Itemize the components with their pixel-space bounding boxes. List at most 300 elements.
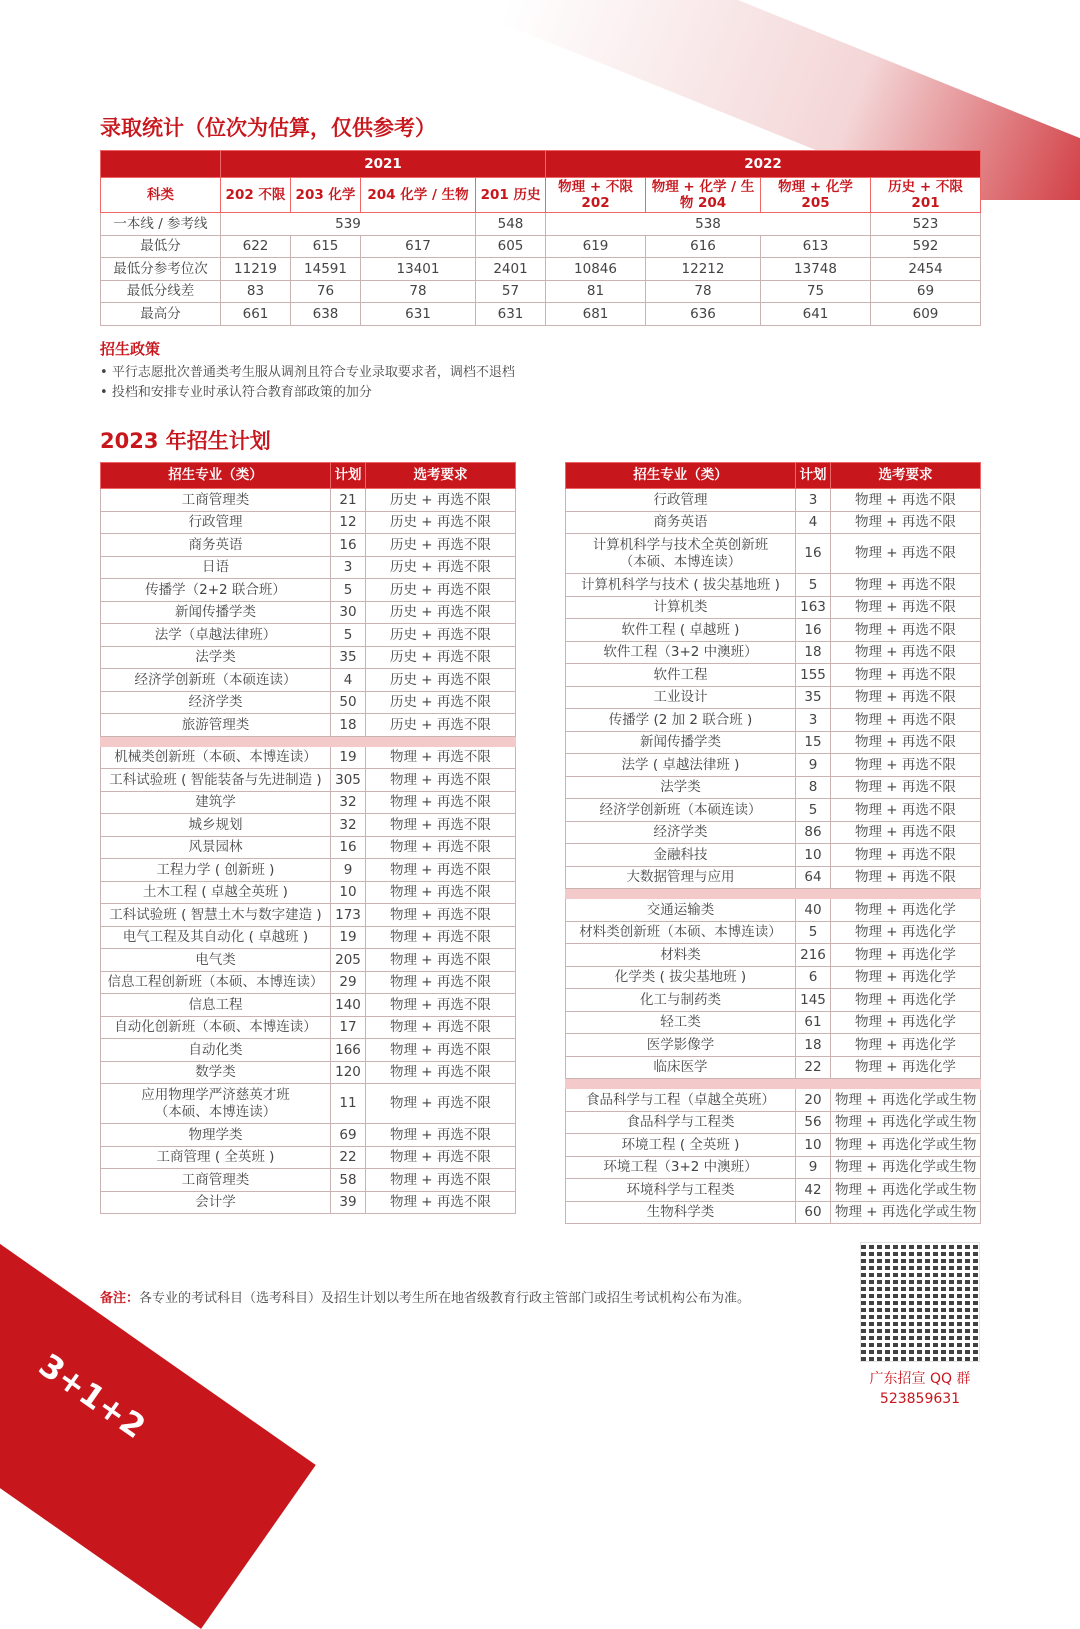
requirement-cell: 物理 + 再选不限 xyxy=(831,619,981,642)
cell: 617 xyxy=(361,235,476,258)
quota-cell: 4 xyxy=(331,669,366,692)
column-header: 201 历史 xyxy=(476,178,546,213)
quota-cell: 205 xyxy=(331,949,366,972)
corner-label: 3+1+2 xyxy=(31,1345,153,1447)
row-label: 一本线 / 参考线 xyxy=(101,213,221,236)
quota-cell: 140 xyxy=(331,994,366,1017)
requirement-cell: 历史 + 再选不限 xyxy=(366,489,516,512)
requirement-cell: 物理 + 再选不限 xyxy=(366,881,516,904)
quota-cell: 10 xyxy=(796,1134,831,1157)
table-row xyxy=(566,1201,981,1224)
column-header: 选考要求 xyxy=(831,463,981,489)
cell: 641 xyxy=(761,303,871,326)
requirement-cell: 物理 + 再选不限 xyxy=(366,769,516,792)
table-row xyxy=(566,1089,981,1112)
major-cell: 日语 xyxy=(101,556,331,579)
quota-cell: 120 xyxy=(331,1061,366,1084)
quota-cell: 16 xyxy=(796,534,831,574)
requirement-cell: 物理 + 再选化学或生物 xyxy=(831,1156,981,1179)
cell: 681 xyxy=(546,303,646,326)
major-cell: 自动化类 xyxy=(101,1039,331,1062)
column-header: 招生专业（类） xyxy=(566,463,796,489)
column-header: 物理 + 化学 205 xyxy=(761,178,871,213)
quota-cell: 40 xyxy=(796,899,831,922)
quota-cell: 50 xyxy=(331,691,366,714)
policy-text: 平行志愿批次普通类考生服从调剂且符合专业录取要求者，调档不退档 xyxy=(111,365,515,380)
major-cell: 法学（卓越法律班） xyxy=(101,624,331,647)
major-cell: 计算机科学与技术 ( 拔尖基地班 ) xyxy=(566,574,796,597)
row-label: 最低分线差 xyxy=(101,280,221,303)
admission-stats-table xyxy=(100,150,981,326)
requirement-cell: 物理 + 再选化学 xyxy=(831,966,981,989)
table-row xyxy=(566,899,981,922)
footnote xyxy=(100,1287,750,1306)
separator-cell xyxy=(566,889,981,899)
major-cell: 旅游管理类 xyxy=(101,714,331,737)
table-row xyxy=(101,971,516,994)
quota-cell: 61 xyxy=(796,1011,831,1034)
requirement-cell: 物理 + 再选不限 xyxy=(831,754,981,777)
requirement-cell: 历史 + 再选不限 xyxy=(366,714,516,737)
table-row xyxy=(566,574,981,597)
major-cell: 风景园林 xyxy=(101,836,331,859)
requirement-cell: 物理 + 再选不限 xyxy=(831,641,981,664)
requirement-cell: 历史 + 再选不限 xyxy=(366,601,516,624)
requirement-cell: 物理 + 再选不限 xyxy=(831,664,981,687)
requirement-cell: 物理 + 再选不限 xyxy=(366,1124,516,1147)
table-row xyxy=(101,836,516,859)
cell: 76 xyxy=(291,280,361,303)
major-cell: 软件工程 ( 卓越班 ) xyxy=(566,619,796,642)
row-header: 科类 xyxy=(101,178,221,213)
quota-cell: 15 xyxy=(796,731,831,754)
quota-cell: 64 xyxy=(796,866,831,889)
table-row xyxy=(566,731,981,754)
major-cell: 轻工类 xyxy=(566,1011,796,1034)
quota-cell: 305 xyxy=(331,769,366,792)
column-header: 历史 + 不限 201 xyxy=(871,178,981,213)
requirement-cell: 物理 + 再选不限 xyxy=(831,776,981,799)
quota-cell: 19 xyxy=(331,926,366,949)
note-label: 备注： xyxy=(100,1291,140,1306)
table-row xyxy=(566,821,981,844)
column-header: 物理 + 不限 202 xyxy=(546,178,646,213)
major-cell: 商务英语 xyxy=(101,534,331,557)
table-row xyxy=(566,1134,981,1157)
quota-cell: 32 xyxy=(331,814,366,837)
table-row xyxy=(566,921,981,944)
requirement-cell: 历史 + 再选不限 xyxy=(366,646,516,669)
cell: 638 xyxy=(291,303,361,326)
table-row xyxy=(566,619,981,642)
quota-cell: 35 xyxy=(796,686,831,709)
quota-cell: 9 xyxy=(796,754,831,777)
quota-cell: 56 xyxy=(796,1111,831,1134)
requirement-cell: 物理 + 再选不限 xyxy=(366,994,516,1017)
year-header: 2021 xyxy=(221,151,546,178)
cell: 548 xyxy=(476,213,546,236)
table-row xyxy=(101,859,516,882)
major-cell: 信息工程创新班（本硕、本博连读） xyxy=(101,971,331,994)
table-row xyxy=(101,1191,516,1214)
quota-cell: 9 xyxy=(796,1156,831,1179)
requirement-cell: 物理 + 再选化学 xyxy=(831,1011,981,1034)
major-cell: 物理学类 xyxy=(101,1124,331,1147)
table-row xyxy=(101,746,516,769)
quota-cell: 8 xyxy=(796,776,831,799)
column-header: 招生专业（类） xyxy=(101,463,331,489)
requirement-cell: 物理 + 再选不限 xyxy=(366,949,516,972)
stats-row xyxy=(101,280,981,303)
quota-cell: 12 xyxy=(331,511,366,534)
cell: 631 xyxy=(476,303,546,326)
quota-cell: 10 xyxy=(796,844,831,867)
table-row xyxy=(566,534,981,574)
quota-cell: 16 xyxy=(331,836,366,859)
cell: 78 xyxy=(361,280,476,303)
requirement-cell: 物理 + 再选不限 xyxy=(366,1039,516,1062)
requirement-cell: 物理 + 再选不限 xyxy=(366,1016,516,1039)
table-row xyxy=(101,601,516,624)
requirement-cell: 物理 + 再选不限 xyxy=(831,686,981,709)
qr-caption: 广东招宣 QQ 群 xyxy=(869,1371,971,1387)
major-cell: 数学类 xyxy=(101,1061,331,1084)
requirement-cell: 物理 + 再选化学或生物 xyxy=(831,1134,981,1157)
plan-header-row xyxy=(566,463,981,489)
row-label: 最低分 xyxy=(101,235,221,258)
cell: 605 xyxy=(476,235,546,258)
major-cell: 化学类 ( 拔尖基地班 ) xyxy=(566,966,796,989)
requirement-cell: 物理 + 再选不限 xyxy=(366,836,516,859)
major-cell: 新闻传播学类 xyxy=(101,601,331,624)
table-row xyxy=(101,1061,516,1084)
table-row xyxy=(566,1056,981,1079)
policy-text: 投档和安排专业时承认符合教育部政策的加分 xyxy=(111,385,372,400)
requirement-cell: 物理 + 再选化学或生物 xyxy=(831,1111,981,1134)
plan-header-row xyxy=(101,463,516,489)
table-row xyxy=(101,624,516,647)
stats-title: 录取统计（位次为估算，仅供参考） xyxy=(100,116,436,140)
table-row xyxy=(566,944,981,967)
quota-cell: 3 xyxy=(796,489,831,512)
major-cell: 工科试验班 ( 智能装备与先进制造 ) xyxy=(101,769,331,792)
major-cell: 材料类创新班（本硕、本博连读） xyxy=(566,921,796,944)
cell: 538 xyxy=(546,213,871,236)
cell: 523 xyxy=(871,213,981,236)
separator-cell xyxy=(101,736,516,746)
major-cell: 新闻传播学类 xyxy=(566,731,796,754)
quota-cell: 20 xyxy=(796,1089,831,1112)
requirement-cell: 物理 + 再选不限 xyxy=(366,904,516,927)
requirement-cell: 物理 + 再选化学 xyxy=(831,1034,981,1057)
cell: 615 xyxy=(291,235,361,258)
quota-cell: 60 xyxy=(796,1201,831,1224)
cell: 13748 xyxy=(761,258,871,281)
major-cell: 软件工程 xyxy=(566,664,796,687)
cell: 616 xyxy=(646,235,761,258)
quota-cell: 29 xyxy=(331,971,366,994)
requirement-cell: 物理 + 再选不限 xyxy=(366,1169,516,1192)
requirement-cell: 物理 + 再选不限 xyxy=(366,1191,516,1214)
requirement-cell: 物理 + 再选不限 xyxy=(831,866,981,889)
column-header: 物理 + 化学 / 生物 204 xyxy=(646,178,761,213)
quota-cell: 5 xyxy=(796,574,831,597)
requirement-cell: 物理 + 再选不限 xyxy=(831,731,981,754)
quota-cell: 35 xyxy=(331,646,366,669)
quota-cell: 18 xyxy=(796,1034,831,1057)
table-row xyxy=(566,596,981,619)
table-row xyxy=(101,1084,516,1124)
quota-cell: 18 xyxy=(331,714,366,737)
requirement-cell: 物理 + 再选不限 xyxy=(831,821,981,844)
major-cell: 生物科学类 xyxy=(566,1201,796,1224)
year-spacer xyxy=(101,151,221,178)
requirement-cell: 物理 + 再选不限 xyxy=(366,1146,516,1169)
cell: 57 xyxy=(476,280,546,303)
cell: 75 xyxy=(761,280,871,303)
major-cell: 交通运输类 xyxy=(566,899,796,922)
quota-cell: 30 xyxy=(331,601,366,624)
requirement-cell: 物理 + 再选化学或生物 xyxy=(831,1179,981,1202)
major-cell: 经济学创新班（本硕连读） xyxy=(101,669,331,692)
major-cell: 工商管理 ( 全英班 ) xyxy=(101,1146,331,1169)
requirement-cell: 物理 + 再选化学或生物 xyxy=(831,1089,981,1112)
requirement-cell: 物理 + 再选不限 xyxy=(831,799,981,822)
requirement-cell: 历史 + 再选不限 xyxy=(366,624,516,647)
table-row xyxy=(566,1034,981,1057)
table-row xyxy=(566,1179,981,1202)
major-cell: 计算机科学与技术全英创新班 （本硕、本博连读） xyxy=(566,534,796,574)
quota-cell: 5 xyxy=(331,579,366,602)
table-row xyxy=(566,844,981,867)
major-cell: 传播学（2+2 联合班） xyxy=(101,579,331,602)
plan-title: 2023 年招生计划 xyxy=(100,429,271,453)
major-cell: 大数据管理与应用 xyxy=(566,866,796,889)
requirement-cell: 历史 + 再选不限 xyxy=(366,534,516,557)
quota-cell: 173 xyxy=(331,904,366,927)
group-separator xyxy=(101,736,516,746)
requirement-cell: 历史 + 再选不限 xyxy=(366,556,516,579)
row-label: 最低分参考位次 xyxy=(101,258,221,281)
table-row xyxy=(566,866,981,889)
requirement-cell: 物理 + 再选化学 xyxy=(831,921,981,944)
quota-cell: 5 xyxy=(796,799,831,822)
table-row xyxy=(101,1039,516,1062)
quota-cell: 4 xyxy=(796,511,831,534)
table-row xyxy=(101,511,516,534)
stats-row xyxy=(101,303,981,326)
table-row xyxy=(566,1011,981,1034)
major-cell: 计算机类 xyxy=(566,596,796,619)
separator-cell xyxy=(566,1079,981,1089)
quota-cell: 58 xyxy=(331,1169,366,1192)
table-row xyxy=(566,966,981,989)
table-row xyxy=(566,664,981,687)
requirement-cell: 物理 + 再选不限 xyxy=(366,1084,516,1124)
table-row xyxy=(101,1169,516,1192)
cell: 12212 xyxy=(646,258,761,281)
major-cell: 工科试验班 ( 智慧土木与数字建造 ) xyxy=(101,904,331,927)
requirement-cell: 物理 + 再选化学 xyxy=(831,944,981,967)
requirement-cell: 历史 + 再选不限 xyxy=(366,691,516,714)
major-cell: 经济学类 xyxy=(101,691,331,714)
group-separator xyxy=(566,1079,981,1089)
major-cell: 电气工程及其自动化 ( 卓越班 ) xyxy=(101,926,331,949)
requirement-cell: 物理 + 再选不限 xyxy=(366,1061,516,1084)
column-header: 202 不限 xyxy=(221,178,291,213)
major-cell: 医学影像学 xyxy=(566,1034,796,1057)
quota-cell: 155 xyxy=(796,664,831,687)
plan-table-left xyxy=(100,462,516,1214)
year-header: 2022 xyxy=(546,151,981,178)
table-row xyxy=(101,556,516,579)
quota-cell: 39 xyxy=(331,1191,366,1214)
quota-cell: 10 xyxy=(331,881,366,904)
requirement-cell: 物理 + 再选化学 xyxy=(831,989,981,1012)
table-row xyxy=(101,579,516,602)
major-cell: 工商管理类 xyxy=(101,1169,331,1192)
table-row xyxy=(101,904,516,927)
major-cell: 自动化创新班（本硕、本博连读） xyxy=(101,1016,331,1039)
major-cell: 行政管理 xyxy=(101,511,331,534)
requirement-cell: 物理 + 再选不限 xyxy=(366,926,516,949)
major-cell: 会计学 xyxy=(101,1191,331,1214)
policy-title: 招生政策 xyxy=(100,340,161,358)
table-row xyxy=(101,814,516,837)
major-cell: 法学类 xyxy=(101,646,331,669)
plan-table-right xyxy=(565,462,981,1224)
quota-cell: 3 xyxy=(331,556,366,579)
cell: 661 xyxy=(221,303,291,326)
major-cell: 临床医学 xyxy=(566,1056,796,1079)
province-label: 广东省 xyxy=(927,31,1042,120)
requirement-cell: 物理 + 再选不限 xyxy=(831,489,981,512)
cell: 636 xyxy=(646,303,761,326)
major-cell: 土木工程 ( 卓越全英班 ) xyxy=(101,881,331,904)
quota-cell: 216 xyxy=(796,944,831,967)
table-row xyxy=(566,511,981,534)
policy-item: • 投档和安排专业时承认符合教育部政策的加分 xyxy=(100,385,372,400)
table-row xyxy=(101,714,516,737)
qr-number: 523859631 xyxy=(879,1391,961,1407)
quota-cell: 16 xyxy=(331,534,366,557)
row-label: 最高分 xyxy=(101,303,221,326)
table-row xyxy=(101,1016,516,1039)
table-row xyxy=(101,1146,516,1169)
requirement-cell: 物理 + 再选化学 xyxy=(831,1056,981,1079)
quota-cell: 5 xyxy=(796,921,831,944)
cell: 13401 xyxy=(361,258,476,281)
stats-row xyxy=(101,258,981,281)
qr-code xyxy=(860,1242,980,1362)
table-row xyxy=(101,791,516,814)
major-cell: 信息工程 xyxy=(101,994,331,1017)
major-cell: 应用物理学严济慈英才班 （本硕、本博连读） xyxy=(101,1084,331,1124)
policy-section xyxy=(100,338,515,403)
quota-cell: 6 xyxy=(796,966,831,989)
major-cell: 法学类 xyxy=(566,776,796,799)
table-row xyxy=(566,754,981,777)
requirement-cell: 物理 + 再选不限 xyxy=(831,534,981,574)
column-header: 204 化学 / 生物 xyxy=(361,178,476,213)
quota-cell: 11 xyxy=(331,1084,366,1124)
quota-cell: 19 xyxy=(331,746,366,769)
table-row xyxy=(566,686,981,709)
table-row xyxy=(566,989,981,1012)
cell: 622 xyxy=(221,235,291,258)
table-row xyxy=(566,641,981,664)
major-cell: 金融科技 xyxy=(566,844,796,867)
major-cell: 化工与制药类 xyxy=(566,989,796,1012)
requirement-cell: 历史 + 再选不限 xyxy=(366,511,516,534)
table-row xyxy=(566,709,981,732)
table-row xyxy=(101,489,516,512)
major-cell: 环境科学与工程类 xyxy=(566,1179,796,1202)
table-row xyxy=(566,1156,981,1179)
major-cell: 软件工程（3+2 中澳班） xyxy=(566,641,796,664)
major-cell: 经济学创新班（本硕连读） xyxy=(566,799,796,822)
table-row xyxy=(101,881,516,904)
column-header: 计划 xyxy=(331,463,366,489)
cell: 81 xyxy=(546,280,646,303)
table-row xyxy=(566,489,981,512)
table-row xyxy=(101,646,516,669)
cell: 539 xyxy=(221,213,476,236)
group-separator xyxy=(566,889,981,899)
column-header: 203 化学 xyxy=(291,178,361,213)
table-row xyxy=(101,769,516,792)
major-cell: 环境工程 ( 全英班 ) xyxy=(566,1134,796,1157)
cell: 592 xyxy=(871,235,981,258)
cell: 11219 xyxy=(221,258,291,281)
table-row xyxy=(101,949,516,972)
major-cell: 经济学类 xyxy=(566,821,796,844)
requirement-cell: 物理 + 再选不限 xyxy=(831,511,981,534)
cell: 69 xyxy=(871,280,981,303)
cell: 2454 xyxy=(871,258,981,281)
requirement-cell: 历史 + 再选不限 xyxy=(366,579,516,602)
quota-cell: 42 xyxy=(796,1179,831,1202)
stats-row xyxy=(101,235,981,258)
policy-item: • 平行志愿批次普通类考生服从调剂且符合专业录取要求者，调档不退档 xyxy=(100,365,515,380)
table-row xyxy=(101,994,516,1017)
quota-cell: 16 xyxy=(796,619,831,642)
quota-cell: 5 xyxy=(331,624,366,647)
cell: 2401 xyxy=(476,258,546,281)
table-row xyxy=(101,926,516,949)
requirement-cell: 物理 + 再选不限 xyxy=(831,574,981,597)
major-cell: 传播学 (2 加 2 联合班 ) xyxy=(566,709,796,732)
table-row xyxy=(101,1124,516,1147)
cell: 631 xyxy=(361,303,476,326)
major-cell: 食品科学与工程类 xyxy=(566,1111,796,1134)
quota-cell: 166 xyxy=(331,1039,366,1062)
quota-cell: 163 xyxy=(796,596,831,619)
requirement-cell: 物理 + 再选化学或生物 xyxy=(831,1201,981,1224)
requirement-cell: 物理 + 再选不限 xyxy=(831,709,981,732)
major-cell: 工商管理类 xyxy=(101,489,331,512)
major-cell: 城乡规划 xyxy=(101,814,331,837)
cell: 10846 xyxy=(546,258,646,281)
note-text: 各专业的考试科目（选考科目）及招生计划以考生所在地省级教育行政主管部门或招生考试机构公布为准。 xyxy=(139,1291,751,1306)
cell: 613 xyxy=(761,235,871,258)
cell: 609 xyxy=(871,303,981,326)
cell: 83 xyxy=(221,280,291,303)
requirement-cell: 物理 + 再选不限 xyxy=(366,791,516,814)
quota-cell: 32 xyxy=(331,791,366,814)
requirement-cell: 物理 + 再选化学 xyxy=(831,899,981,922)
column-header: 选考要求 xyxy=(366,463,516,489)
